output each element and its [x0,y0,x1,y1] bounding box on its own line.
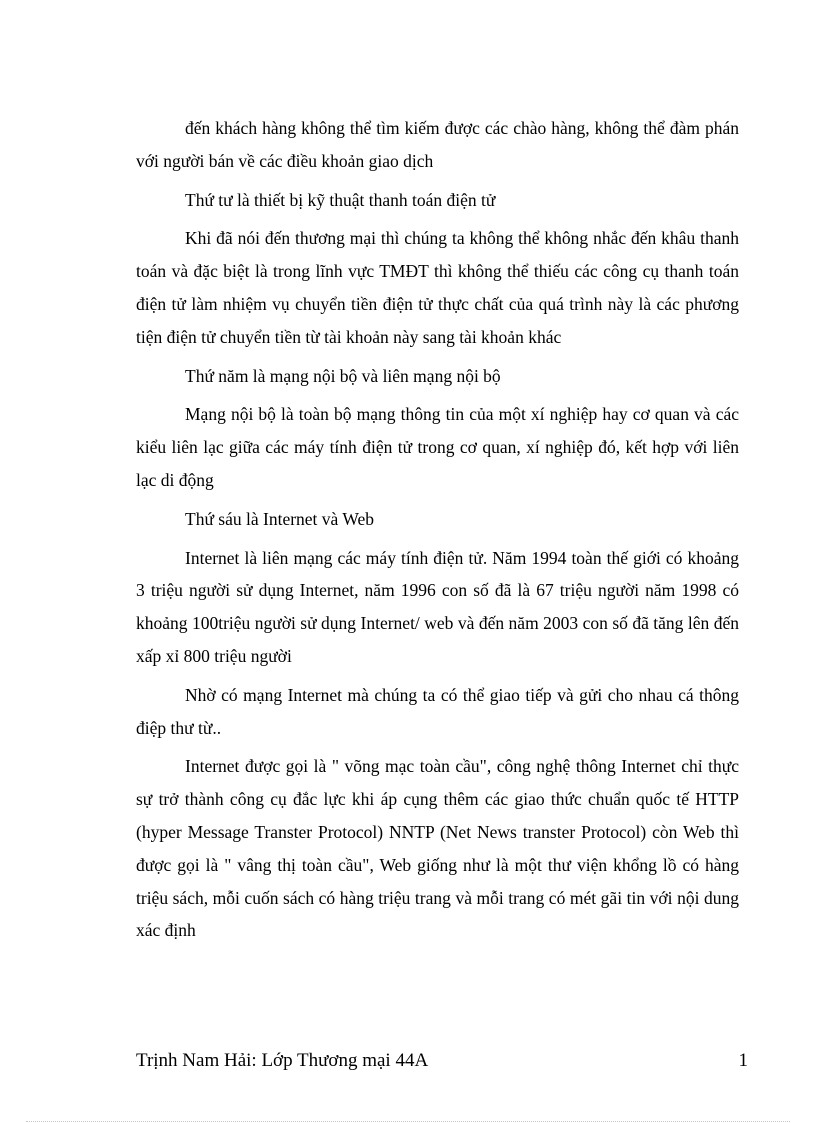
paragraph: Internet là liên mạng các máy tính điện tử. Năm 1994 toàn thế giới có khoảng 3 triệu người sử dụng Internet, năm 1996 con số đã là 67 triệu người năm 1998 có khoảng 100triệu người sử dụng Internet/ web và đến năm 2003 con số đã tăng lên đến xấp xỉ 800 triệu người [136,547,739,666]
paragraph: Nhờ có mạng Internet mà chúng ta có thể giao tiếp và gửi cho nhau cá thông điệp thư từ.. [136,684,739,738]
document-body [136,112,739,953]
paragraph: Khi đã nói đến thương mại thì chúng ta không thể không nhắc đến khâu thanh toán và đặc biệt là trong lĩnh vực TMĐT thì không thể thiếu các công cụ thanh toán điện tử làm nhiệm vụ chuyển tiền điện tử thực chất của quá trình này là các phương tiện điện tử chuyển tiền từ tài khoản này sang tài khoản khác [136,228,739,347]
paragraph: Mạng nội bộ là toàn bộ mạng thông tin của một xí nghiệp hay cơ quan và các kiểu liên lạc giữa các máy tính điện tử trong cơ quan, xí nghiệp đó, kết hợp với liên lạc di động [136,404,739,490]
paragraph: Internet được gọi là " võng mạc toàn cầu", công nghệ thông Internet chỉ thực sự trở thành công cụ đắc lực khi áp cụng thêm các giao thức chuẩn quốc tế HTTP (hyper Message Transter Protocol) NNTP (Net News transter Protocol) còn Web thì được gọi là " vâng thị toàn cầu", Web giống như là một thư viện khổng lồ có hàng triệu sách, mỗi cuốn sách có hàng triệu trang và mỗi trang có mét gãi tin với nội dung xác định [136,756,739,941]
page-footer [136,1050,748,1078]
paragraph: Thứ sáu là Internet và Web [185,508,375,529]
paragraph: đến khách hàng không thể tìm kiếm được các chào hàng, không thể đàm phán với người bán về các điều khoản giao dịch [136,118,739,171]
paragraph: Thứ năm là mạng nội bộ và liên mạng nội bộ [185,365,501,386]
page-number: 1 [738,1050,748,1071]
paragraph: Thứ tư là thiết bị kỹ thuật thanh toán điện tử [185,189,496,210]
footer-author: Trịnh Nam Hải: Lớp Thương mại 44A [136,1050,429,1071]
page-divider [26,1121,790,1122]
